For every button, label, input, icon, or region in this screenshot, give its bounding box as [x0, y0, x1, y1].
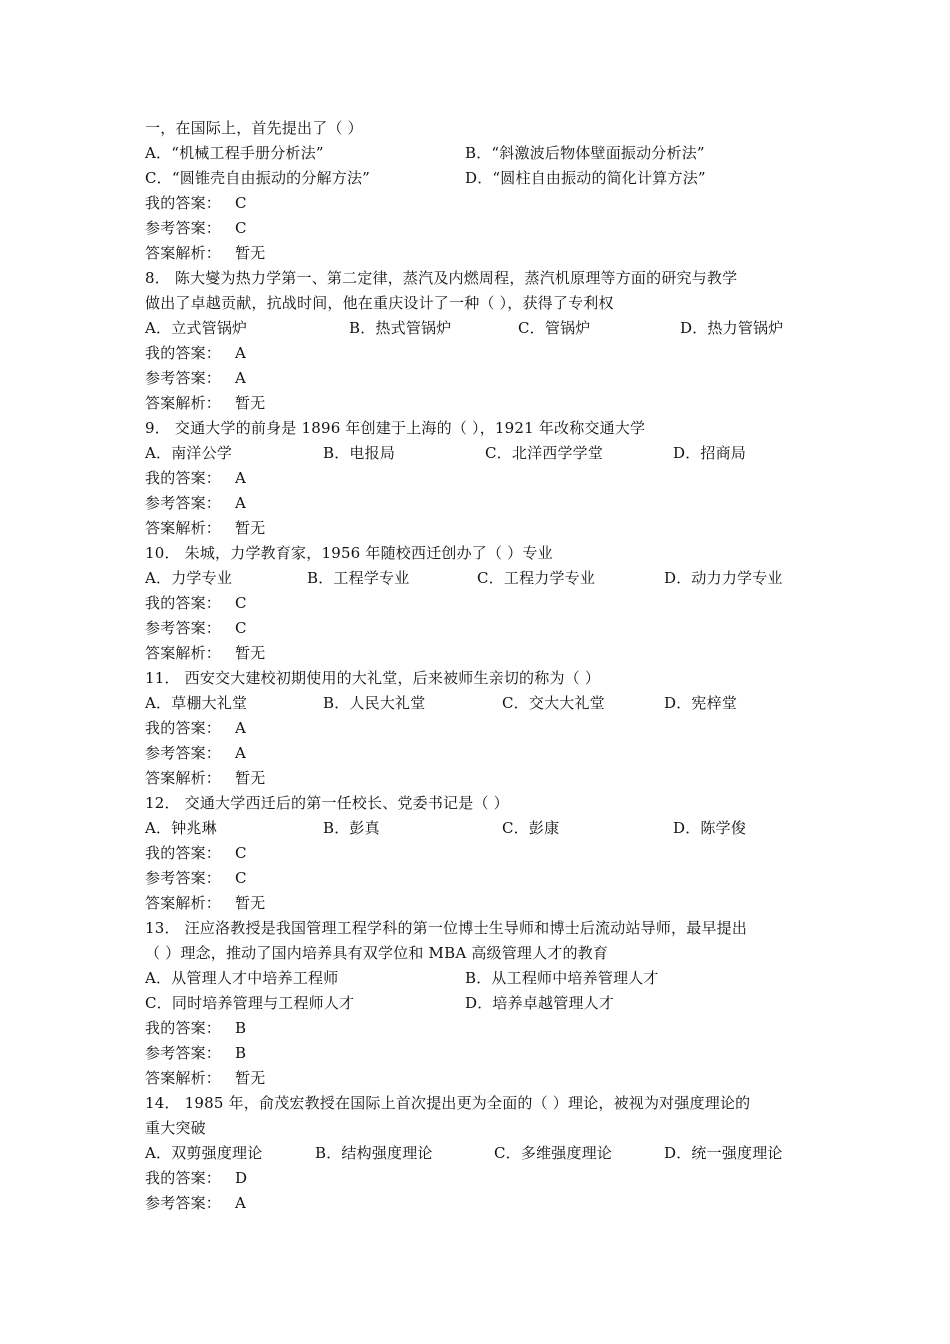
option-a: A．从管理人才中培养工程师	[145, 969, 339, 987]
my-answer-value: A	[235, 719, 247, 737]
answer-analysis-label: 答案解析：	[145, 244, 222, 262]
option-b: B．彭真	[323, 819, 380, 837]
option-a: A．钟兆琳	[145, 819, 217, 837]
question-13-text-line-1: 13． 汪应洛教授是我国管理工程学科的第一位博士生导师和博士后流动站导师，最早提出	[145, 919, 748, 937]
option-a: A．草棚大礼堂	[145, 694, 248, 712]
question-14-options	[145, 1141, 950, 1166]
answer-analysis-row	[145, 891, 950, 916]
reference-answer-label: 参考答案：	[145, 219, 222, 237]
my-answer-row	[145, 191, 950, 216]
reference-answer-label: 参考答案：	[145, 869, 222, 887]
answer-analysis-value: 暂无	[235, 244, 266, 262]
option-d: D．招商局	[673, 444, 747, 462]
answer-analysis-label: 答案解析：	[145, 1069, 222, 1087]
option-c: C．同时培养管理与工程师人才	[145, 994, 355, 1012]
my-answer-label: 我的答案：	[145, 469, 222, 487]
question-13-options-row-2	[145, 991, 950, 1016]
option-b: B．电报局	[323, 444, 396, 462]
question-7-options-row-2	[145, 166, 950, 191]
reference-answer-label: 参考答案：	[145, 744, 222, 762]
answer-analysis-label: 答案解析：	[145, 394, 222, 412]
question-14-text-line-1: 14． 1985 年，俞茂宏教授在国际上首次提出更为全面的（ ）理论，被视为对强度理论的	[145, 1094, 751, 1112]
option-b: B．工程学专业	[307, 569, 410, 587]
reference-answer-value: A	[235, 369, 247, 387]
my-answer-row	[145, 591, 950, 616]
question-7-options-row-1	[145, 141, 950, 166]
my-answer-row	[145, 1016, 950, 1041]
reference-answer-label: 参考答案：	[145, 494, 222, 512]
reference-answer-row	[145, 866, 950, 891]
option-a: A．力学专业	[145, 569, 233, 587]
option-a: A．立式管锅炉	[145, 319, 248, 337]
answer-analysis-value: 暂无	[235, 644, 266, 662]
answer-analysis-value: 暂无	[235, 894, 266, 912]
my-answer-value: B	[235, 1019, 247, 1037]
question-12-options	[145, 816, 950, 841]
reference-answer-value: B	[235, 1044, 247, 1062]
my-answer-row	[145, 1166, 950, 1191]
answer-analysis-value: 暂无	[235, 1069, 266, 1087]
option-b: B．从工程师中培养管理人才	[465, 969, 659, 987]
option-c: C．北洋西学学堂	[485, 444, 604, 462]
my-answer-value: A	[235, 469, 247, 487]
question-13-options-row-1	[145, 966, 950, 991]
option-c: C．管锅炉	[518, 319, 591, 337]
reference-answer-row	[145, 1191, 950, 1216]
option-b: B．“斜激波后物体壁面振动分析法”	[465, 144, 705, 162]
answer-analysis-label: 答案解析：	[145, 644, 222, 662]
reference-answer-row	[145, 616, 950, 641]
reference-answer-label: 参考答案：	[145, 369, 222, 387]
reference-answer-label: 参考答案：	[145, 1194, 222, 1212]
option-b: B．热式管锅炉	[349, 319, 452, 337]
reference-answer-label: 参考答案：	[145, 1044, 222, 1062]
reference-answer-value: C	[235, 869, 247, 887]
reference-answer-row	[145, 491, 950, 516]
reference-answer-row	[145, 1041, 950, 1066]
my-answer-value: C	[235, 844, 247, 862]
option-d: D．“圆柱自由振动的简化计算方法”	[465, 169, 706, 187]
option-d: D．陈学俊	[673, 819, 747, 837]
my-answer-label: 我的答案：	[145, 1169, 222, 1187]
my-answer-value: C	[235, 594, 247, 612]
reference-answer-value: C	[235, 219, 247, 237]
my-answer-label: 我的答案：	[145, 719, 222, 737]
reference-answer-value: A	[235, 494, 247, 512]
option-d: D．统一强度理论	[664, 1144, 783, 1162]
reference-answer-value: A	[235, 744, 247, 762]
my-answer-value: C	[235, 194, 247, 212]
question-9-options	[145, 441, 950, 466]
answer-analysis-label: 答案解析：	[145, 894, 222, 912]
option-a: A．南洋公学	[145, 444, 233, 462]
answer-analysis-label: 答案解析：	[145, 519, 222, 537]
answer-analysis-row	[145, 241, 950, 266]
my-answer-row	[145, 716, 950, 741]
reference-answer-value: C	[235, 619, 247, 637]
option-d: D．宪梓堂	[664, 694, 738, 712]
my-answer-value: D	[235, 1169, 248, 1187]
my-answer-row	[145, 341, 950, 366]
question-11-options	[145, 691, 950, 716]
option-a: A．“机械工程手册分析法”	[145, 144, 324, 162]
option-c: C．多维强度理论	[494, 1144, 613, 1162]
question-12-text: 12． 交通大学西迁后的第一任校长、党委书记是（ ）	[145, 794, 509, 812]
my-answer-value: A	[235, 344, 247, 362]
my-answer-label: 我的答案：	[145, 1019, 222, 1037]
question-9-text: 9． 交通大学的前身是 1896 年创建于上海的（ ），1921 年改称交通大学	[145, 419, 646, 437]
my-answer-label: 我的答案：	[145, 594, 222, 612]
reference-answer-row	[145, 741, 950, 766]
question-13-text-line-2: （ ）理念，推动了国内培养具有双学位和 MBA 高级管理人才的教育	[145, 944, 609, 962]
question-8-text-line-1: 8． 陈大燮为热力学第一、第二定律，蒸汽及内燃周程，蒸汽机原理等方面的研究与教学	[145, 269, 738, 287]
answer-analysis-value: 暂无	[235, 769, 266, 787]
answer-analysis-value: 暂无	[235, 519, 266, 537]
option-d: D．培养卓越管理人才	[465, 994, 615, 1012]
answer-analysis-row	[145, 641, 950, 666]
my-answer-label: 我的答案：	[145, 844, 222, 862]
option-d: D．动力力学专业	[664, 569, 783, 587]
answer-analysis-label: 答案解析：	[145, 769, 222, 787]
answer-analysis-row	[145, 391, 950, 416]
my-answer-row	[145, 466, 950, 491]
option-c: C．工程力学专业	[477, 569, 596, 587]
option-d: D．热力管锅炉	[680, 319, 784, 337]
question-10-text: 10． 朱城，力学教育家，1956 年随校西迁创办了（ ）专业	[145, 544, 553, 562]
answer-analysis-value: 暂无	[235, 394, 266, 412]
option-c: C．彭康	[502, 819, 560, 837]
my-answer-label: 我的答案：	[145, 194, 222, 212]
question-10-options	[145, 566, 950, 591]
question-8-options	[145, 316, 950, 341]
option-b: B．人民大礼堂	[323, 694, 426, 712]
answer-analysis-row	[145, 1066, 950, 1091]
question-7-text: 一，在国际上，首先提出了（ ）	[145, 119, 363, 137]
reference-answer-row	[145, 366, 950, 391]
question-8-text-line-2: 做出了卓越贡献，抗战时间，他在重庆设计了一种（ ），获得了专利权	[145, 294, 614, 312]
question-14-text-line-2: 重大突破	[145, 1119, 206, 1137]
option-c: C．“圆锥壳自由振动的分解方法”	[145, 169, 371, 187]
option-c: C．交大大礼堂	[502, 694, 605, 712]
my-answer-label: 我的答案：	[145, 344, 222, 362]
option-a: A．双剪强度理论	[145, 1144, 263, 1162]
my-answer-row	[145, 841, 950, 866]
reference-answer-value: A	[235, 1194, 247, 1212]
option-b: B．结构强度理论	[315, 1144, 433, 1162]
reference-answer-label: 参考答案：	[145, 619, 222, 637]
question-11-text: 11． 西安交大建校初期使用的大礼堂，后来被师生亲切的称为（ ）	[145, 669, 601, 687]
reference-answer-row	[145, 216, 950, 241]
answer-analysis-row	[145, 766, 950, 791]
answer-analysis-row	[145, 516, 950, 541]
